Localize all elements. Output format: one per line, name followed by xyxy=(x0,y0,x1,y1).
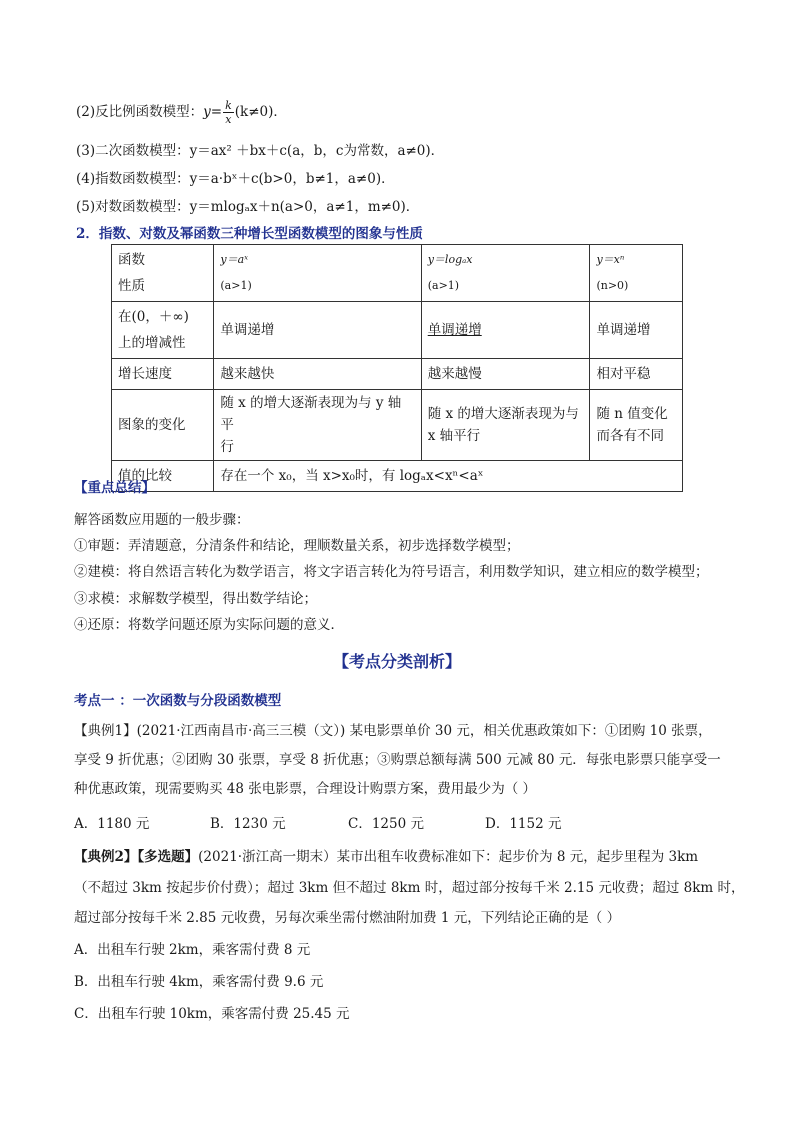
table-cell-label: 图象的变化 xyxy=(112,390,214,461)
model-quadratic: (3)二次函数模型：y＝ax² ＋bx＋c(a，b，c为常数，a≠0)． xyxy=(76,143,445,159)
header-line: y＝logₐx xyxy=(427,253,473,266)
example-1-option-a: A．1180 元 xyxy=(74,816,150,832)
example-1-option-d: D．1152 元 xyxy=(485,816,562,832)
table-cell xyxy=(590,390,683,461)
example-2-line-2: （不超过 3km 按起步价付费）；超过 3km 但不超过 8km 时，超过部分按每千米 2.15 元收费；超过 8km 时， xyxy=(74,880,745,896)
table-row xyxy=(112,461,683,492)
table-cell: 单调递增 xyxy=(590,302,683,359)
summary-intro: 解答函数应用题的一般步骤： xyxy=(74,512,250,528)
cell-line: 在(0，＋∞) xyxy=(118,309,189,325)
table-cell: 单调递增 xyxy=(214,302,421,359)
summary-step-4: ④还原：将数学问题还原为实际问题的意义． xyxy=(74,617,344,633)
header-line: 函数 xyxy=(118,252,145,268)
header-line: y＝aˣ xyxy=(220,253,249,266)
model-reciprocal xyxy=(76,100,287,125)
example-2-tag: 【典例2】【多选题】 xyxy=(74,849,199,865)
model-logarithmic: (5)对数函数模型：y＝mlogₐx＋n(a>0，a≠1，m≠0)． xyxy=(76,199,420,215)
growth-model-table xyxy=(111,244,683,492)
table-cell xyxy=(214,390,421,461)
model-reciprocal-eq: = xyxy=(210,104,223,120)
example-1-text: (2021·江西南昌市·高三三模（文）) 某电影票单价 30 元，相关优惠政策如下：①团购 10 张票， xyxy=(136,723,712,739)
header-line: (n>0) xyxy=(596,279,629,292)
cell-line: 上的增减性 xyxy=(118,335,186,351)
example-1-tag: 【典例1】 xyxy=(74,723,137,739)
table-row xyxy=(112,359,683,390)
example-2-line-1 xyxy=(74,845,698,865)
header-line: (a>1) xyxy=(220,279,252,292)
example-1-line-3: 种优惠政策，现需要购买 48 张电影票，合理设计购票方案，费用最少为（ ） xyxy=(74,781,537,797)
example-1-option-b: B．1230 元 xyxy=(210,816,286,832)
example-2-text: (2021·浙江高一期末）某市出租车收费标准如下：起步价为 8 元，起步里程为 3km xyxy=(198,849,699,865)
example-2-option-a: A．出租车行驶 2km，乘客需付费 8 元 xyxy=(74,942,311,958)
header-line: y＝xⁿ xyxy=(596,253,625,266)
header-cell-log xyxy=(421,245,590,302)
section-title: 【考点分类剖析】 xyxy=(332,652,461,671)
header-line: 性质 xyxy=(118,278,145,294)
cell-line: 随 x 的增大逐渐表现为与 xyxy=(427,406,579,422)
summary-step-3: ③求模：求解数学模型，得出数学结论； xyxy=(74,591,317,607)
example-2-option-b: B．出租车行驶 4km，乘客需付费 9.6 元 xyxy=(74,974,324,990)
cell-line: 行 xyxy=(220,439,234,455)
table-cell: 越来越慢 xyxy=(421,359,590,390)
summary-title: 【重点总结】 xyxy=(74,480,155,496)
table-row xyxy=(112,390,683,461)
table-cell: 单调递增 xyxy=(421,302,590,359)
table-cell: 相对平稳 xyxy=(590,359,683,390)
model-reciprocal-label: (2)反比例函数模型： xyxy=(76,104,204,120)
model-reciprocal-fraction xyxy=(223,100,234,125)
cell-line: 而各有不同 xyxy=(596,428,664,444)
header-line: (a>1) xyxy=(427,279,460,292)
cell-line: x 轴平行 xyxy=(427,428,481,444)
example-1-line-1 xyxy=(74,719,712,739)
example-2-option-c: C．出租车行驶 10km，乘客需付费 25.45 元 xyxy=(74,1006,350,1022)
cell-line: 随 n 值变化 xyxy=(596,406,668,422)
fraction-denominator: x xyxy=(225,113,232,126)
section-heading-2: 2．指数、对数及幂函数三种增长型函数模型的图象与性质 xyxy=(76,226,423,242)
model-exponential: (4)指数函数模型：y＝a·bˣ＋c(b>0，b≠1，a≠0)． xyxy=(76,171,395,187)
example-2-line-3: 超过部分按每千米 2.85 元收费，另每次乘坐需付燃油附加费 1 元，下列结论正确的是（ ） xyxy=(74,910,621,926)
header-cell-exponential xyxy=(214,245,421,302)
example-1-option-c: C．1250 元 xyxy=(348,816,424,832)
table-cell-label: 值的比较 xyxy=(112,461,214,492)
example-1-line-2: 享受 9 折优惠；②团购 30 张票，享受 8 折优惠；③购票总额每满 500 元减 80 元．每张电影票只能享受一 xyxy=(74,752,721,768)
summary-step-2: ②建模：将自然语言转化为数学语言，将文字语言转化为符号语言，利用数学知识，建立相应的数学模型； xyxy=(74,564,709,580)
fraction-numerator: k xyxy=(225,99,232,112)
table-cell-label: 增长速度 xyxy=(112,359,214,390)
model-reciprocal-condition: (k≠0)． xyxy=(234,104,287,120)
model-reciprocal-y: y xyxy=(203,104,211,120)
table-header-row xyxy=(112,245,683,302)
table-cell xyxy=(421,390,590,461)
header-cell-property xyxy=(112,245,214,302)
table-cell-merged: 存在一个 x₀，当 x>x₀时，有 logₐx<xⁿ<aˣ xyxy=(214,461,683,492)
cell-line: 随 x 的增大逐渐表现为与 y 轴平 xyxy=(220,395,402,433)
header-cell-power xyxy=(590,245,683,302)
table-row xyxy=(112,302,683,359)
table-cell-label xyxy=(112,302,214,359)
summary-step-1: ①审题：弄清题意，分清条件和结论，理顺数量关系，初步选择数学模型； xyxy=(74,538,520,554)
kaodian-heading: 考点一 ：一次函数与分段函数模型 xyxy=(74,693,282,709)
table-cell: 越来越快 xyxy=(214,359,421,390)
